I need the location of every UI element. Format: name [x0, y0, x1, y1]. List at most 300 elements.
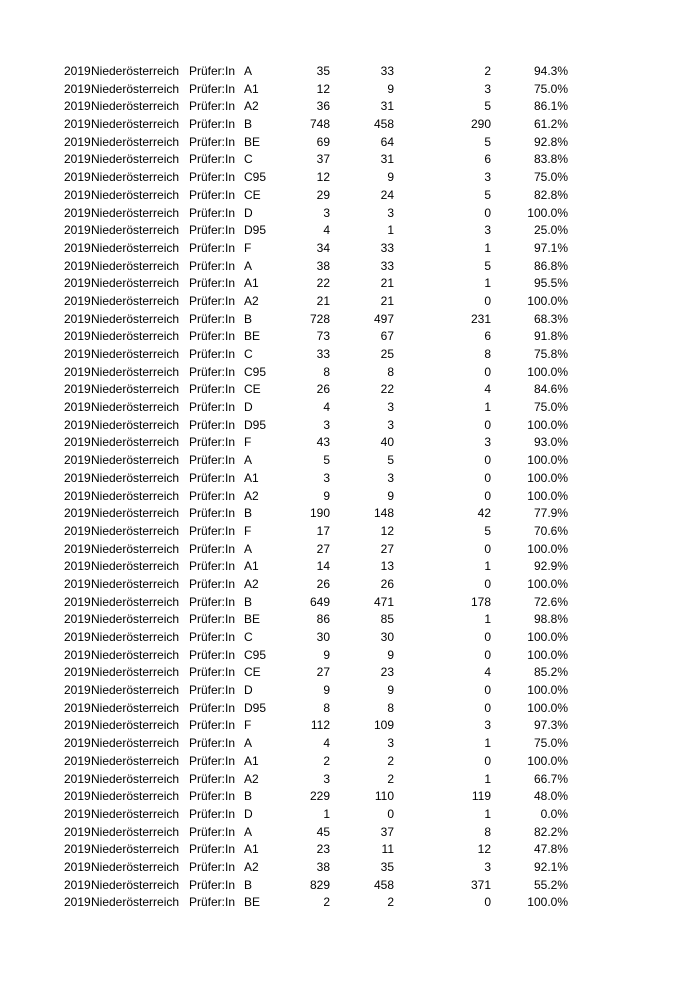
passed-count-cell: 33	[380, 240, 394, 255]
license-class-cell: A2	[244, 99, 259, 114]
failed-count-cell: 1	[484, 771, 491, 786]
license-class-cell: C95	[244, 170, 267, 185]
license-class-cell: B	[244, 789, 253, 804]
total-count-cell: 29	[316, 187, 330, 202]
passed-count-cell: 3	[387, 470, 394, 485]
pass-rate-cell: 84.6%	[533, 382, 568, 397]
passed-count-cell: 9	[387, 81, 394, 96]
region-cell: Niederösterreich	[91, 382, 180, 397]
license-class-cell: A2	[244, 576, 259, 591]
year-cell: 2019	[64, 506, 91, 521]
passed-count-cell: 64	[380, 134, 394, 149]
pass-rate-cell: 95.5%	[533, 276, 568, 291]
region-cell: Niederösterreich	[91, 895, 180, 910]
total-count-cell: 26	[316, 382, 330, 397]
license-class-cell: F	[244, 718, 252, 733]
examiner-cell: Prüfer:In	[189, 665, 236, 680]
license-class-cell: BE	[244, 134, 261, 149]
pass-rate-cell: 100.0%	[527, 364, 568, 379]
examiner-cell: Prüfer:In	[189, 347, 236, 361]
license-class-cell: D95	[244, 223, 267, 238]
pass-rate-cell: 100.0%	[527, 683, 568, 698]
pass-rate-cell: 25.0%	[533, 223, 568, 238]
passed-count-cell: 31	[380, 152, 394, 167]
failed-count-cell: 178	[470, 594, 491, 609]
examiner-cell: Prüfer:In	[189, 877, 236, 892]
pass-rate-cell: 100.0%	[527, 630, 568, 644]
license-class-cell: A1	[244, 81, 259, 96]
year-cell: 2019	[64, 240, 91, 255]
table-row	[0, 311, 700, 329]
license-class-cell: C95	[244, 647, 267, 662]
pass-rate-cell: 100.0%	[527, 293, 568, 308]
pass-rate-cell: 82.8%	[533, 187, 568, 202]
failed-count-cell: 1	[484, 612, 491, 627]
examiner-cell: Prüfer:In	[189, 718, 236, 733]
license-class-cell: C95	[244, 364, 267, 379]
passed-count-cell: 497	[373, 311, 394, 326]
license-class-cell: BE	[244, 329, 261, 344]
failed-count-cell: 0	[484, 630, 491, 644]
examiner-cell: Prüfer:In	[189, 152, 236, 167]
license-class-cell: A	[244, 453, 253, 468]
failed-count-cell: 0	[484, 683, 491, 698]
year-cell: 2019	[64, 842, 91, 857]
year-cell: 2019	[64, 117, 91, 132]
pass-rate-cell: 98.8%	[533, 612, 568, 627]
passed-count-cell: 1	[387, 223, 394, 238]
total-count-cell: 22	[316, 276, 330, 291]
examiner-cell: Prüfer:In	[189, 647, 236, 662]
table-row	[0, 205, 700, 223]
examiner-cell: Prüfer:In	[189, 311, 236, 326]
region-cell: Niederösterreich	[91, 789, 180, 804]
examiner-cell: Prüfer:In	[189, 435, 236, 450]
region-cell: Niederösterreich	[91, 859, 180, 874]
region-cell: Niederösterreich	[91, 630, 180, 644]
passed-count-cell: 33	[380, 258, 394, 273]
region-cell: Niederösterreich	[91, 718, 180, 733]
failed-count-cell: 0	[484, 293, 491, 308]
passed-count-cell: 5	[387, 453, 394, 468]
passed-count-cell: 25	[380, 347, 394, 361]
region-cell: Niederösterreich	[91, 559, 180, 574]
failed-count-cell: 3	[484, 859, 491, 874]
passed-count-cell: 8	[387, 700, 394, 715]
total-count-cell: 38	[316, 258, 330, 273]
failed-count-cell: 0	[484, 453, 491, 468]
passed-count-cell: 26	[380, 576, 394, 591]
year-cell: 2019	[64, 594, 91, 609]
year-cell: 2019	[64, 683, 91, 698]
year-cell: 2019	[64, 81, 91, 96]
region-cell: Niederösterreich	[91, 240, 180, 255]
year-cell: 2019	[64, 64, 91, 78]
examiner-cell: Prüfer:In	[189, 364, 236, 379]
passed-count-cell: 27	[380, 541, 394, 556]
total-count-cell: 12	[316, 81, 330, 96]
total-count-cell: 8	[323, 364, 330, 379]
table-row	[0, 275, 700, 293]
table-row	[0, 753, 700, 771]
failed-count-cell: 0	[484, 417, 491, 432]
examiner-cell: Prüfer:In	[189, 81, 236, 96]
failed-count-cell: 0	[484, 753, 491, 768]
failed-count-cell: 119	[471, 789, 491, 804]
failed-count-cell: 3	[484, 170, 491, 185]
total-count-cell: 73	[316, 329, 330, 344]
pass-rate-cell: 97.3%	[533, 718, 568, 733]
passed-count-cell: 2	[387, 771, 394, 786]
table-row	[0, 452, 700, 470]
failed-count-cell: 2	[484, 64, 491, 78]
examiner-cell: Prüfer:In	[189, 683, 236, 698]
examiner-cell: Prüfer:In	[189, 170, 236, 185]
region-cell: Niederösterreich	[91, 665, 180, 680]
license-class-cell: A	[244, 824, 253, 839]
examiner-cell: Prüfer:In	[189, 700, 236, 715]
year-cell: 2019	[64, 612, 91, 627]
table-row	[0, 81, 700, 99]
year-cell: 2019	[64, 630, 91, 644]
region-cell: Niederösterreich	[91, 187, 180, 202]
region-cell: Niederösterreich	[91, 170, 180, 185]
year-cell: 2019	[64, 417, 91, 432]
year-cell: 2019	[64, 859, 91, 874]
table-row	[0, 134, 700, 152]
passed-count-cell: 30	[380, 630, 394, 644]
pass-rate-cell: 100.0%	[527, 753, 568, 768]
total-count-cell: 27	[316, 665, 330, 680]
passed-count-cell: 21	[380, 293, 394, 308]
table-row	[0, 629, 700, 647]
license-class-cell: D	[244, 683, 253, 698]
failed-count-cell: 0	[484, 205, 491, 220]
examiner-cell: Prüfer:In	[189, 842, 236, 857]
failed-count-cell: 1	[484, 559, 491, 574]
passed-count-cell: 3	[387, 205, 394, 220]
total-count-cell: 2	[323, 753, 330, 768]
passed-count-cell: 2	[387, 895, 394, 910]
year-cell: 2019	[64, 364, 91, 379]
pass-rate-cell: 66.7%	[533, 771, 568, 786]
total-count-cell: 43	[316, 435, 330, 450]
pass-rate-cell: 0.0%	[540, 806, 568, 821]
license-class-cell: A	[244, 541, 253, 556]
failed-count-cell: 5	[484, 258, 491, 273]
examiner-cell: Prüfer:In	[189, 630, 236, 644]
year-cell: 2019	[64, 435, 91, 450]
license-class-cell: A1	[244, 276, 259, 291]
failed-count-cell: 3	[484, 223, 491, 238]
passed-count-cell: 67	[380, 329, 394, 344]
year-cell: 2019	[64, 170, 91, 185]
failed-count-cell: 0	[484, 488, 491, 503]
total-count-cell: 2	[323, 895, 330, 910]
passed-count-cell: 3	[387, 417, 394, 432]
examiner-cell: Prüfer:In	[189, 612, 236, 627]
failed-count-cell: 12	[477, 842, 491, 857]
pass-rate-cell: 61.2%	[533, 117, 568, 132]
passed-count-cell: 23	[380, 665, 394, 680]
examiner-cell: Prüfer:In	[189, 187, 236, 202]
passed-count-cell: 33	[380, 64, 394, 78]
license-class-cell: A	[244, 64, 253, 78]
region-cell: Niederösterreich	[91, 700, 180, 715]
table-row	[0, 594, 700, 612]
table-row	[0, 806, 700, 824]
table-row	[0, 894, 700, 912]
total-count-cell: 45	[316, 824, 330, 839]
region-cell: Niederösterreich	[91, 842, 180, 857]
total-count-cell: 9	[323, 488, 330, 503]
region-cell: Niederösterreich	[91, 435, 180, 450]
failed-count-cell: 0	[484, 470, 491, 485]
pass-rate-cell: 75.8%	[533, 347, 568, 361]
license-class-cell: A	[244, 736, 253, 751]
failed-count-cell: 5	[484, 99, 491, 114]
total-count-cell: 86	[316, 612, 330, 627]
license-class-cell: CE	[244, 187, 261, 202]
license-class-cell: A2	[244, 293, 259, 308]
license-class-cell: A2	[244, 771, 259, 786]
pass-rate-cell: 86.8%	[533, 258, 568, 273]
region-cell: Niederösterreich	[91, 152, 180, 167]
region-cell: Niederösterreich	[91, 364, 180, 379]
table-row	[0, 399, 700, 417]
table-row	[0, 116, 700, 134]
license-class-cell: A2	[244, 859, 259, 874]
examiner-cell: Prüfer:In	[189, 400, 236, 415]
total-count-cell: 728	[309, 311, 330, 326]
total-count-cell: 38	[316, 859, 330, 874]
failed-count-cell: 4	[484, 665, 491, 680]
total-count-cell: 748	[309, 117, 330, 132]
year-cell: 2019	[64, 382, 91, 397]
license-class-cell: B	[244, 311, 253, 326]
license-class-cell: B	[244, 506, 253, 521]
pass-rate-cell: 93.0%	[533, 435, 568, 450]
license-class-cell: F	[244, 240, 252, 255]
region-cell: Niederösterreich	[91, 258, 180, 273]
table-row	[0, 169, 700, 187]
table-row	[0, 682, 700, 700]
table-row	[0, 877, 700, 895]
passed-count-cell: 3	[387, 736, 394, 751]
license-class-cell: A2	[244, 488, 259, 503]
license-class-cell: D	[244, 400, 253, 415]
passed-count-cell: 12	[380, 523, 394, 538]
region-cell: Niederösterreich	[91, 647, 180, 662]
total-count-cell: 14	[316, 559, 330, 574]
table-row	[0, 735, 700, 753]
pass-rate-cell: 92.1%	[533, 859, 568, 874]
examiner-cell: Prüfer:In	[189, 789, 236, 804]
total-count-cell: 4	[323, 736, 330, 751]
table-row	[0, 346, 700, 364]
passed-count-cell: 35	[380, 859, 394, 874]
total-count-cell: 36	[316, 99, 330, 114]
table-row	[0, 381, 700, 399]
failed-count-cell: 1	[484, 240, 491, 255]
table-row	[0, 328, 700, 346]
examiner-cell: Prüfer:In	[189, 417, 236, 432]
pass-rate-cell: 100.0%	[527, 647, 568, 662]
passed-count-cell: 0	[387, 806, 394, 821]
year-cell: 2019	[64, 824, 91, 839]
failed-count-cell: 0	[484, 576, 491, 591]
passed-count-cell: 22	[380, 382, 394, 397]
region-cell: Niederösterreich	[91, 453, 180, 468]
table-row	[0, 841, 700, 859]
passed-count-cell: 3	[387, 400, 394, 415]
passed-count-cell: 24	[380, 187, 394, 202]
region-cell: Niederösterreich	[91, 81, 180, 96]
region-cell: Niederösterreich	[91, 736, 180, 751]
pass-rate-cell: 77.9%	[533, 506, 568, 521]
failed-count-cell: 1	[484, 276, 491, 291]
failed-count-cell: 1	[484, 806, 491, 821]
year-cell: 2019	[64, 223, 91, 238]
examiner-cell: Prüfer:In	[189, 276, 236, 291]
year-cell: 2019	[64, 718, 91, 733]
table-row	[0, 488, 700, 506]
table-row	[0, 859, 700, 877]
pass-rate-cell: 94.3%	[533, 64, 568, 78]
region-cell: Niederösterreich	[91, 134, 180, 149]
year-cell: 2019	[64, 187, 91, 202]
table-row	[0, 647, 700, 665]
failed-count-cell: 0	[484, 364, 491, 379]
pass-rate-cell: 100.0%	[527, 205, 568, 220]
year-cell: 2019	[64, 453, 91, 468]
table-row	[0, 417, 700, 435]
total-count-cell: 26	[316, 576, 330, 591]
pass-rate-cell: 70.6%	[533, 523, 568, 538]
region-cell: Niederösterreich	[91, 99, 180, 114]
passed-count-cell: 110	[374, 789, 394, 804]
region-cell: Niederösterreich	[91, 824, 180, 839]
failed-count-cell: 5	[484, 523, 491, 538]
table-row	[0, 434, 700, 452]
failed-count-cell: 0	[484, 700, 491, 715]
table-row	[0, 611, 700, 629]
year-cell: 2019	[64, 665, 91, 680]
license-class-cell: F	[244, 435, 252, 450]
total-count-cell: 12	[316, 170, 330, 185]
year-cell: 2019	[64, 152, 91, 167]
year-cell: 2019	[64, 753, 91, 768]
pass-rate-cell: 92.8%	[533, 134, 568, 149]
passed-count-cell: 9	[387, 647, 394, 662]
pass-rate-cell: 92.9%	[533, 559, 568, 574]
pass-rate-cell: 97.1%	[533, 240, 568, 255]
year-cell: 2019	[64, 276, 91, 291]
pass-rate-cell: 55.2%	[533, 877, 568, 892]
examiner-cell: Prüfer:In	[189, 205, 236, 220]
examiner-cell: Prüfer:In	[189, 382, 236, 397]
total-count-cell: 1	[323, 806, 330, 821]
year-cell: 2019	[64, 647, 91, 662]
examiner-cell: Prüfer:In	[189, 895, 236, 910]
failed-count-cell: 5	[484, 187, 491, 202]
license-class-cell: A1	[244, 842, 259, 857]
year-cell: 2019	[64, 877, 91, 892]
failed-count-cell: 4	[484, 382, 491, 397]
license-class-cell: D95	[244, 700, 267, 715]
failed-count-cell: 3	[484, 81, 491, 96]
total-count-cell: 3	[323, 417, 330, 432]
total-count-cell: 8	[323, 700, 330, 715]
passed-count-cell: 37	[380, 824, 394, 839]
table-row	[0, 523, 700, 541]
failed-count-cell: 5	[484, 134, 491, 149]
total-count-cell: 5	[323, 453, 330, 468]
year-cell: 2019	[64, 523, 91, 538]
examiner-cell: Prüfer:In	[189, 506, 236, 521]
examiner-cell: Prüfer:In	[189, 594, 236, 609]
total-count-cell: 35	[316, 64, 330, 78]
region-cell: Niederösterreich	[91, 347, 180, 361]
total-count-cell: 37	[316, 152, 330, 167]
examiner-cell: Prüfer:In	[189, 523, 236, 538]
pass-rate-cell: 75.0%	[533, 400, 568, 415]
region-cell: Niederösterreich	[91, 612, 180, 627]
year-cell: 2019	[64, 789, 91, 804]
pass-rate-cell: 100.0%	[527, 453, 568, 468]
examiner-cell: Prüfer:In	[189, 134, 236, 149]
license-class-cell: CE	[244, 382, 261, 397]
license-class-cell: C	[244, 152, 253, 167]
region-cell: Niederösterreich	[91, 683, 180, 698]
examiner-cell: Prüfer:In	[189, 488, 236, 503]
examiner-cell: Prüfer:In	[189, 240, 236, 255]
pass-rate-cell: 72.6%	[533, 594, 568, 609]
region-cell: Niederösterreich	[91, 470, 180, 485]
region-cell: Niederösterreich	[91, 205, 180, 220]
table-row	[0, 151, 700, 169]
table-row	[0, 63, 700, 81]
passed-count-cell: 11	[381, 842, 394, 857]
table-row	[0, 470, 700, 488]
table-row	[0, 364, 700, 382]
passed-count-cell: 13	[380, 559, 394, 574]
region-cell: Niederösterreich	[91, 117, 180, 132]
examiner-cell: Prüfer:In	[189, 824, 236, 839]
failed-count-cell: 231	[470, 311, 491, 326]
passed-count-cell: 85	[380, 612, 394, 627]
passed-count-cell: 40	[380, 435, 394, 450]
region-cell: Niederösterreich	[91, 488, 180, 503]
region-cell: Niederösterreich	[91, 771, 180, 786]
year-cell: 2019	[64, 806, 91, 821]
table-row	[0, 788, 700, 806]
pass-rate-cell: 75.0%	[533, 81, 568, 96]
examiner-cell: Prüfer:In	[189, 541, 236, 556]
passed-count-cell: 458	[373, 117, 394, 132]
total-count-cell: 21	[316, 293, 330, 308]
year-cell: 2019	[64, 134, 91, 149]
pass-rate-cell: 75.0%	[533, 736, 568, 751]
examiner-cell: Prüfer:In	[189, 859, 236, 874]
total-count-cell: 69	[316, 134, 330, 149]
failed-count-cell: 1	[484, 400, 491, 415]
table-row	[0, 576, 700, 594]
table-row	[0, 187, 700, 205]
total-count-cell: 3	[323, 205, 330, 220]
failed-count-cell: 371	[470, 877, 491, 892]
license-class-cell: F	[244, 523, 252, 538]
